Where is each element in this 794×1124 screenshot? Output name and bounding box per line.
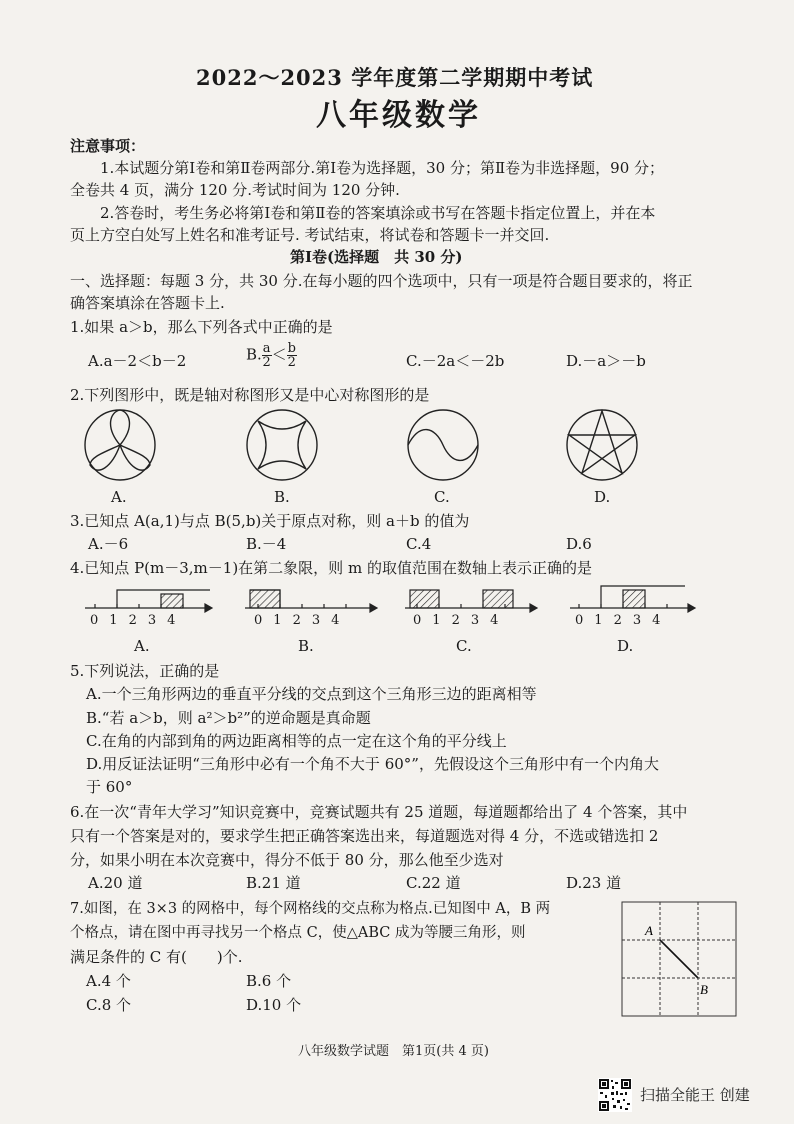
q6-option-b: B.21 道 — [246, 874, 301, 892]
q1-option-b: B. $\frac{a}{2}$ ＜ $\frac{b}{2}$ — [246, 341, 296, 370]
q7-option-a: A.4 个 — [86, 972, 131, 990]
q3-option-a: A.－6 — [88, 535, 129, 553]
q4-label-d: D. — [617, 637, 634, 655]
q5-option-d-line2: 于 60° — [86, 778, 133, 796]
q7-option-b: B.6 个 — [246, 972, 292, 990]
q7-line2: 个格点，请在图中再寻找另一个格点 C，使△ABC 成为等腰三角形，则 — [70, 925, 526, 941]
q5-option-a: A.一个三角形两边的垂直平分线的交点到这个三角形三边的距离相等 — [86, 685, 537, 703]
q4-ticks-d: 01234 — [575, 613, 672, 628]
numberline-c — [405, 590, 537, 612]
q2-label-d: D. — [594, 488, 611, 506]
figure-c-s-curve — [408, 410, 478, 480]
q4-stem: 4.已知点 P(m－3,m－1)在第二象限，则 m 的取值范围在数轴上表示正确的是 — [70, 559, 592, 577]
q1-option-c: C.－2a＜－2b — [406, 352, 505, 370]
q3-option-b: B.－4 — [246, 535, 287, 553]
figure-a-three-petals — [85, 410, 155, 480]
q7-grid-figure — [620, 900, 740, 1020]
q4-label-b: B. — [298, 637, 314, 655]
q6-option-a: A.20 道 — [88, 874, 143, 892]
note-1a: 1.本试题分第Ⅰ卷和第Ⅱ卷两部分.第Ⅰ卷为选择题，30 分；第Ⅱ卷为非选择题，90 分； — [100, 159, 665, 177]
qr-code-icon — [598, 1078, 632, 1112]
q3-stem: 3.已知点 A(a,1)与点 B(5,b)关于原点对称，则 a＋b 的值为 — [70, 512, 470, 530]
q6-line2: 只有一个答案是对的，要求学生把正确答案选出来，每道题选对得 4 分，不选或错选扣 2 — [70, 827, 659, 845]
note-2a: 2.答卷时，考生务必将第Ⅰ卷和第Ⅱ卷的答案填涂或书写在答题卡指定位置上，并在本 — [100, 204, 656, 222]
q7-line1: 7.如图，在 3×3 的网格中，每个网格线的交点称为格点.已知图中 A，B 两 — [70, 901, 551, 917]
q6-option-d: D.23 道 — [566, 874, 622, 892]
point-b-label: B — [700, 982, 708, 997]
q2-label-c: C. — [434, 488, 450, 506]
scanner-watermark: 扫描全能王 创建 — [640, 1086, 750, 1104]
notes-heading: 注意事项： — [70, 137, 146, 155]
exam-title: 2022～2023 学年度第二学期期中考试 — [196, 65, 594, 90]
q6-line3: 分，如果小明在本次竞赛中，得分不低于 80 分，那么他至少选对 — [70, 851, 504, 869]
q5-stem: 5.下列说法，正确的是 — [70, 662, 220, 680]
q2-figures — [80, 407, 680, 487]
q1-stem: 1.如果 a＞b，那么下列各式中正确的是 — [70, 318, 333, 336]
section-instructions-b: 确答案填涂在答题卡上. — [70, 294, 225, 312]
q1-option-a: A.a－2＜b－2 — [88, 352, 187, 370]
part1-heading: 第Ⅰ卷(选择题 共 30 分) — [290, 248, 463, 266]
note-1b: 全卷共 4 页，满分 120 分.考试时间为 120 分钟. — [70, 181, 400, 199]
fraction-b-over-2: $\frac{b}{2}$ — [287, 341, 296, 370]
q4-label-a: A. — [134, 637, 150, 655]
numberline-d — [570, 586, 695, 612]
q7-option-d: D.10 个 — [246, 996, 302, 1014]
q6-option-c: C.22 道 — [406, 874, 461, 892]
q5-option-b: B.“若 a＞b，则 a²＞b²”的逆命题是真命题 — [86, 709, 371, 727]
q5-option-d-line1: D.用反证法证明“三角形中必有一个角不大于 60°”，先假设这个三角形中有一个内角大 — [86, 755, 659, 773]
page-footer: 八年级数学试题 第1页(共 4 页) — [298, 1044, 489, 1059]
q2-stem: 2.下列图形中，既是轴对称图形又是中心对称图形的是 — [70, 386, 430, 404]
figure-d-pentagram — [567, 410, 637, 480]
q7-line3: 满足条件的 C 有( )个. — [70, 948, 243, 966]
q6-line1: 6.在一次“青年大学习”知识竞赛中，竞赛试题共有 25 道题，每道题都给出了 4 个答案，其中 — [70, 803, 688, 821]
q4-ticks-a: 01234 — [90, 613, 187, 628]
q5-option-c: C.在角的内部到角的两边距离相等的点一定在这个角的平分线上 — [86, 732, 507, 750]
q3-option-c: C.4 — [406, 535, 432, 553]
q7-option-c: C.8 个 — [86, 996, 132, 1014]
numberline-b — [245, 590, 377, 612]
figure-b-curved-square — [247, 410, 317, 480]
q4-ticks-b: 01234 — [254, 613, 351, 628]
q4-ticks-c: 01234 — [413, 613, 510, 628]
note-2b: 页上方空白处写上姓名和准考证号. 考试结束，将试卷和答题卡一并交回. — [70, 226, 550, 244]
exam-subject: 八年级数学 — [316, 98, 481, 133]
q1-option-d: D.－a＞－b — [566, 352, 646, 370]
q3-option-d: D.6 — [566, 535, 592, 553]
section-instructions-a: 一、选择题：每题 3 分，共 30 分.在每小题的四个选项中，只有一项是符合题目要求的，将正 — [70, 272, 693, 290]
fraction-a-over-2: $\frac{a}{2}$ — [262, 341, 271, 370]
q4-label-c: C. — [456, 637, 472, 655]
q2-label-b: B. — [274, 488, 290, 506]
q2-label-a: A. — [111, 488, 127, 506]
segment-ab — [660, 940, 698, 978]
point-a-label: A — [645, 923, 653, 938]
numberline-a — [85, 590, 212, 612]
